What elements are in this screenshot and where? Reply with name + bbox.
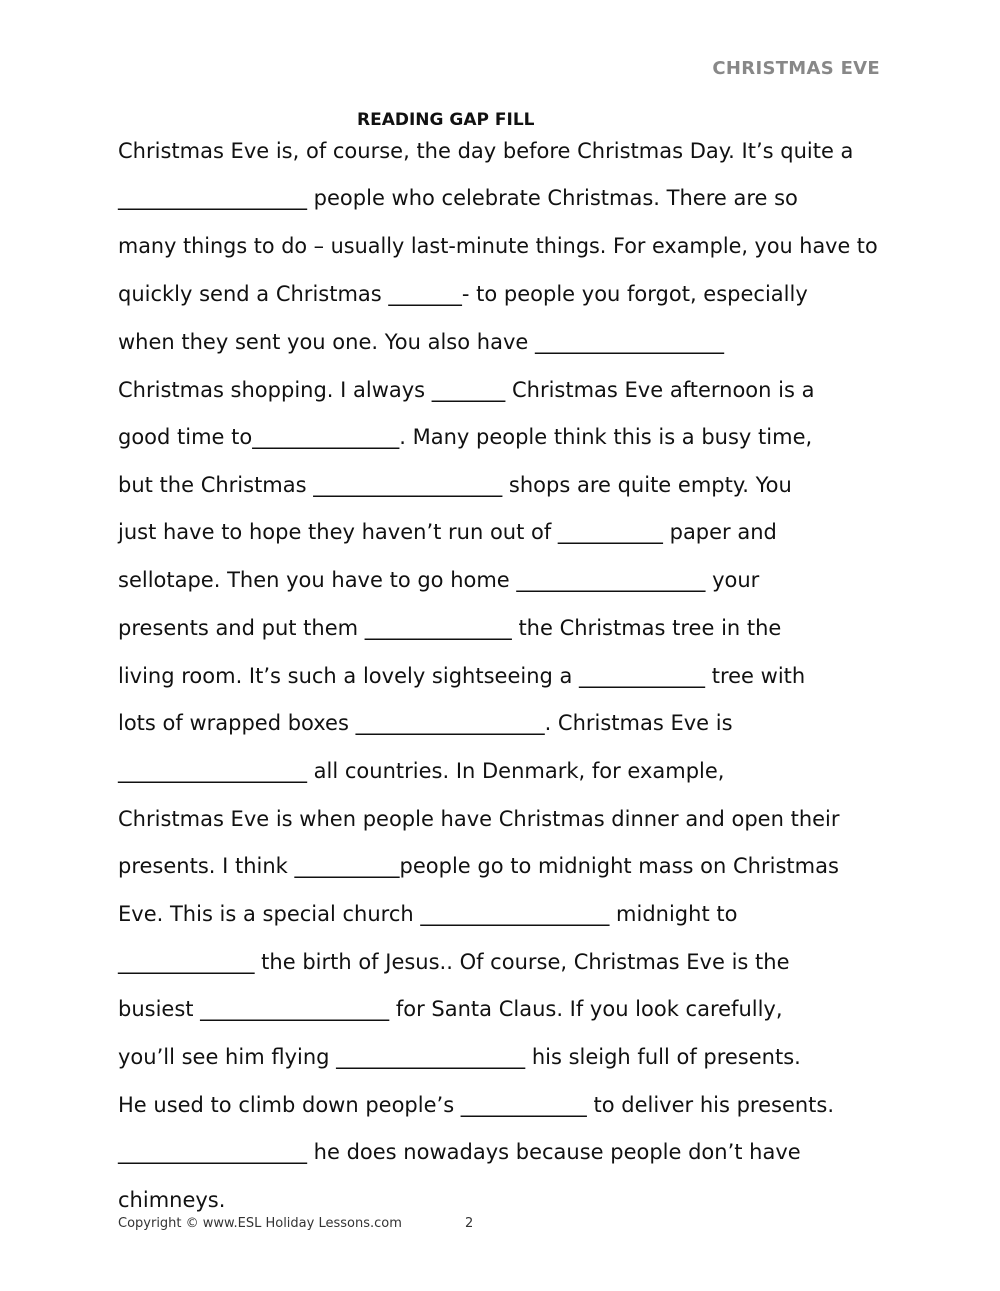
passage-line: Eve. This is a special church __________________ midnight to [118,902,738,926]
passage-line: many things to do – usually last-minute things. For example, you have to [118,234,878,258]
passage-line: __________________ all countries. In Denmark, for example, [118,759,725,783]
passage-line: you’ll see him flying __________________ his sleigh full of presents. [118,1045,801,1069]
passage-line: chimneys. [118,1188,226,1212]
passage-line: Christmas Eve is, of course, the day before Christmas Day. It’s quite a [118,139,854,163]
passage-line: presents. I think __________people go to midnight mass on Christmas [118,854,839,878]
passage-line: but the Christmas __________________ shops are quite empty. You [118,473,792,497]
passage-line: just have to hope they haven’t run out of __________ paper and [118,520,777,544]
page-footer [118,1216,474,1231]
passage-line: presents and put them ______________ the Christmas tree in the [118,616,782,640]
passage-line: good time to______________. Many people think this is a busy time, [118,425,813,449]
passage-line: __________________ people who celebrate Christmas. There are so [118,186,798,210]
passage-line: Christmas shopping. I always _______ Christmas Eve afternoon is a [118,378,815,402]
document-header-title: CHRISTMAS EVE [712,58,880,79]
passage-line: Christmas Eve is when people have Christmas dinner and open their [118,807,840,831]
passage-line: living room. It’s such a lovely sightseeing a ____________ tree with [118,664,806,688]
page-number: 2 [465,1216,474,1231]
passage-line: __________________ he does nowadays because people don’t have [118,1140,801,1164]
section-title: READING GAP FILL [357,110,535,130]
copyright-text: Copyright © www.ESL Holiday Lessons.com [118,1216,402,1231]
passage-line: busiest __________________ for Santa Claus. If you look carefully, [118,997,783,1021]
passage-line: He used to climb down people’s ____________ to deliver his presents. [118,1093,835,1117]
passage-line: quickly send a Christmas _______- to people you forgot, especially [118,282,808,306]
passage-line: when they sent you one. You also have __________________ [118,330,724,354]
passage-line: _____________ the birth of Jesus.. Of course, Christmas Eve is the [118,950,790,974]
passage-line: sellotape. Then you have to go home __________________ your [118,568,760,592]
passage-line: lots of wrapped boxes __________________. Christmas Eve is [118,711,733,735]
